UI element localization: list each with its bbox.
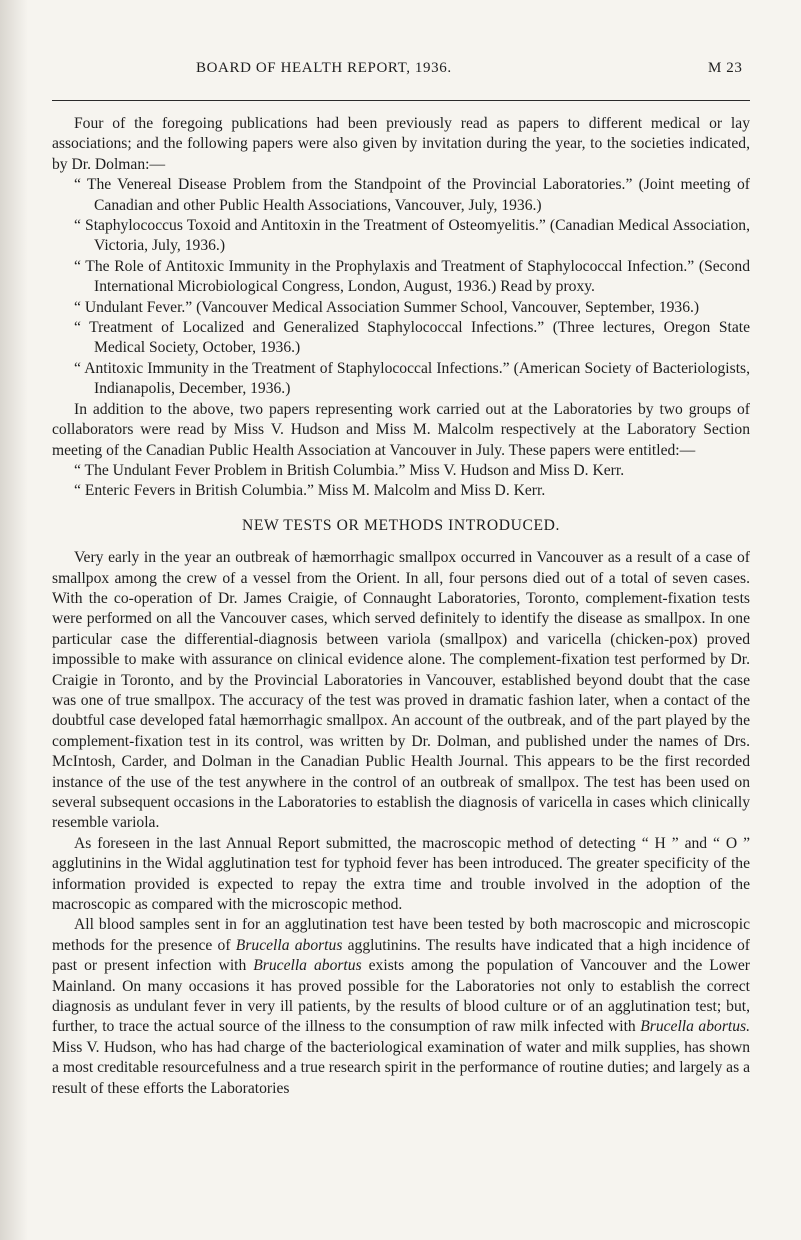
header-rule [52,100,750,101]
report-body [52,114,750,1099]
brucella-text: agglutinins. The results have indicated that a high incidence of past or present infection with [52,936,750,975]
brucella-text: exists among the population of Vancouver and the Lower Mainland. On many occasions it has proved possible for the Laboratories not only to establish the correct diagnosis as undulant fever in very ill patients, by the results of blood culture or of an agglutination test; but, further, to trace the actual source of the illness to the consumption of raw milk infected with [52,957,750,1036]
citation-item: “ Treatment of Localized and Generalized Staphylococcal Infections.” (Three lectures, Oregon State Medical Society, October, 1936.) [74,319,750,357]
species-name: Brucella abortus. [640,1018,750,1036]
page-edge-shadow [0,0,28,1240]
smallpox-paragraph: Very early in the year an outbreak of hæmorrhagic smallpox occurred in Vancouver as a result of a case of smallpox among the crew of a vessel from the Orient. In all, four persons died out of a total of seven cases. With the co-operation of Dr. James Craigie, of Connaught Laboratories, Toronto, complement-fixation tests were performed on all the Vancouver cases, which served definitely to identify the disease as smallpox. In one particular case the differential-diagnosis between variola (smallpox) and varicella (chicken-pox) proved impossible to make with assurance on clinical evidence alone. The complement-fixation test performed by Dr. Craigie in Toronto, and by the Provincial Laboratories in Vancouver, established beyond doubt that the case was one of true smallpox. The accuracy of the test was proved in dramatic fashion later, when a contact of the doubtful case developed fatal hæmorrhagic smallpox. An account of the outbreak, and of the part played by the complement-fixation test in its control, was written by Dr. Dolman, and published under the names of Drs. McIntosh, Carder, and Dolman in the Canadian Public Health Journal. This appears to be the first recorded instance of the use of the test anywhere in the control of an outbreak of smallpox. The test has been used on several subsequent occasions in the Laboratories to establish the diagnosis of varicella in cases which clinically resemble variola. [52,549,750,832]
page-number: M 23 [708,60,743,76]
widal-paragraph: As foreseen in the last Annual Report submitted, the macroscopic method of detecting “ H ” and “ O ” agglutinins in the Widal agglutination test for typhoid fever has been introduced. The greater specificity of the information provided is expected to repay the extra time and trouble involved in the adoption of the macroscopic as compared with the microscopic method. [52,834,750,914]
citation-item: “ Antitoxic Immunity in the Treatment of Staphylococcal Infections.” (American Society of Bacteriologists, Indianapolis, December, 1936.) [74,359,750,398]
citation-item: “ Undulant Fever.” (Vancouver Medical Association Summer School, Vancouver, September, 1936.) [74,298,700,316]
brucella-text: Miss V. Hudson, who has had charge of the bacteriological examination of water and milk supplies, has shown a most creditable resourcefulness and a true research spirit in the performance of routine duties; and largely as a result of these efforts the Laboratories [52,1038,750,1097]
species-name: Brucella abortus [235,936,343,954]
page-header [0,60,801,84]
brucella-paragraph [52,915,750,1099]
collaborator-papers-list [52,461,750,502]
citation-item: “ Staphylococcus Toxoid and Antitoxin in the Treatment of Osteomyelitis.” (Canadian Medical Association, Victoria, July, 1936.) [74,217,750,255]
intro-paragraph: Four of the foregoing publications had been previously read as papers to different medical or lay associations; and the following papers were also given by invitation during the year, to the societies indicated, by Dr. Dolman:— [52,115,750,173]
species-name: Brucella abortus [253,957,362,975]
section-heading: NEW TESTS OR METHODS INTRODUCED. [242,516,560,534]
citation-item: “ The Venereal Disease Problem from the Standpoint of the Provincial Laboratories.” (Joint meeting of Canadian and other Public Health Associations, Vancouver, July, 1936.) [74,176,750,214]
collaborators-paragraph: In addition to the above, two papers representing work carried out at the Laboratories by two groups of collaborators were read by Miss V. Hudson and Miss M. Malcolm respectively at the Laboratory Section meeting of the Canadian Public Health Association at Vancouver in July. These papers were entitled:— [52,400,750,459]
citation-item: “ The Role of Antitoxic Immunity in the Prophylaxis and Treatment of Staphylococcal Infection.” (Second International Microbiological Congress, London, August, 1936.) Read by proxy. [74,257,750,296]
citation-item: “ Enteric Fevers in British Columbia.” Miss M. Malcolm and Miss D. Kerr. [74,482,546,500]
running-title: BOARD OF HEALTH REPORT, 1936. [196,60,452,76]
dolman-papers-list [52,175,750,399]
brucella-text: All blood samples sent in for an agglutination test have been tested by both macroscopic and microscopic methods for the presence of [52,916,750,954]
citation-item: “ The Undulant Fever Problem in British Columbia.” Miss V. Hudson and Miss D. Kerr. [74,461,625,479]
